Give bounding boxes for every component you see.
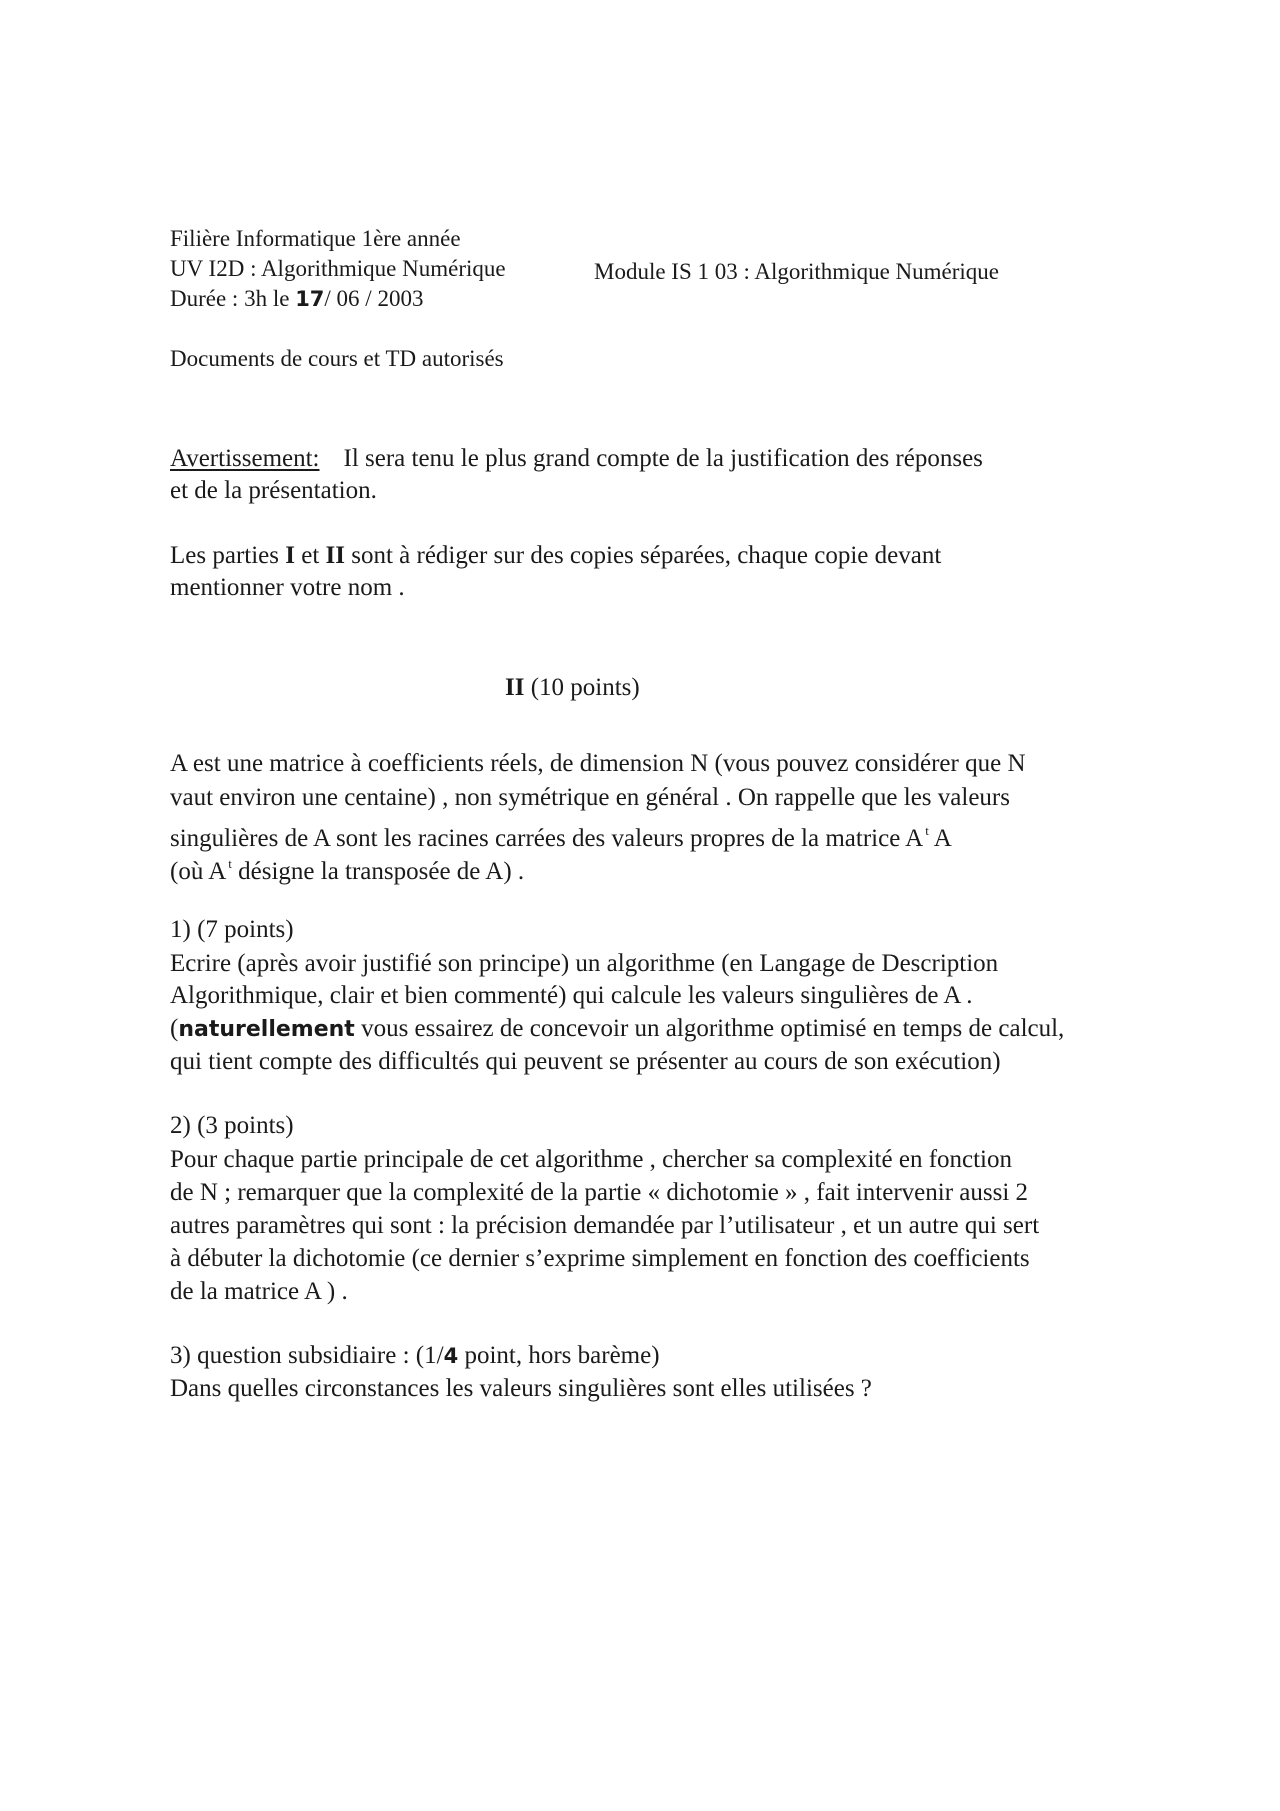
section-title	[505, 672, 640, 704]
parts-prefix: Les parties	[170, 542, 286, 569]
q3-title-suffix: point, hors barème)	[458, 1342, 660, 1369]
duration-prefix: Durée : 3h le	[170, 286, 296, 311]
documents-note: Documents de cours et TD autorisés	[170, 346, 504, 371]
q1-line-4: qui tient compte des difficultés qui peuvent se présenter au cours de son exécution)	[170, 1048, 1001, 1075]
handwritten-quarter: 4	[443, 1344, 459, 1368]
q1-line-3-rest: vous essairez de concevoir un algorithme optimisé en temps de calcul,	[354, 1015, 1065, 1042]
q2-line-5: de la matrice A ) .	[170, 1278, 348, 1305]
warning-text-1: Il sera tenu le plus grand compte de la justification des réponses	[343, 445, 983, 472]
parts-note-line-1	[170, 540, 941, 572]
q3-line-1: Dans quelles circonstances les valeurs singulières sont elles utilisées ?	[170, 1375, 872, 1402]
part-ii: II	[325, 542, 345, 569]
parts-mid: et	[294, 542, 326, 569]
q2-line-3: autres paramètres qui sont : la précision demandée par l’utilisateur , et un autre qui sert	[170, 1212, 1040, 1239]
date-rest: / 06 / 2003	[324, 286, 424, 311]
header-line-1: Filière Informatique 1ère année	[170, 226, 461, 251]
q1-line-2: Algorithmique, clair et bien commenté) qui calcule les valeurs singulières de A .	[170, 982, 973, 1009]
q3-title-prefix: 3) question subsidiaire : (1/	[170, 1342, 444, 1369]
intro-line-4	[170, 848, 524, 888]
q2-line-2: de N ; remarquer que la complexité de la partie « dichotomie » , fait intervenir aussi 2	[170, 1179, 1029, 1206]
q1-title: 1) (7 points)	[170, 916, 294, 943]
section-points: (10 points)	[524, 674, 640, 701]
warning-label: Avertissement:	[170, 445, 320, 472]
warning-line-1	[170, 443, 983, 475]
part-i: I	[285, 542, 295, 569]
q1-open-paren: (	[170, 1015, 179, 1042]
header-duration	[170, 285, 423, 313]
q1-line-3	[170, 1013, 1064, 1046]
intro-line-3-text: singulières de A sont les racines carrées des valeurs propres de la matrice A	[170, 825, 924, 852]
section-number: II	[505, 674, 525, 701]
intro-line-2: vaut environ une centaine) , non symétrique en général . On rappelle que les valeurs	[170, 784, 1010, 811]
parts-note-line-2: mentionner votre nom .	[170, 574, 405, 601]
q2-line-1: Pour chaque partie principale de cet algorithme , chercher sa complexité en fonction	[170, 1146, 1013, 1173]
q1-line-1: Ecrire (après avoir justifié son principe) un algorithme (en Langage de Description	[170, 950, 999, 977]
intro-line-3-end: A	[928, 825, 952, 852]
parts-suffix: sont à rédiger sur des copies séparées, chaque copie devant	[344, 542, 942, 569]
q2-line-4: à débuter la dichotomie (ce dernier s’exprime simplement en fonction des coefficients	[170, 1245, 1030, 1272]
q3-title	[170, 1340, 660, 1372]
header-line-2: UV I2D : Algorithmique Numérique	[170, 256, 506, 281]
warning-line-2: et de la présentation.	[170, 477, 377, 504]
intro-line-4-end: désigne la transposée de A) .	[231, 858, 525, 885]
header-module: Module IS 1 03 : Algorithmique Numérique	[594, 259, 1000, 284]
q2-title: 2) (3 points)	[170, 1112, 294, 1139]
intro-line-4-start: (où A	[170, 858, 227, 885]
transpose-superscript: t	[925, 823, 929, 838]
transpose-superscript-2: t	[228, 856, 232, 871]
intro-line-1: A est une matrice à coefficients réels, de dimension N (vous pouvez considérer que N	[170, 750, 1026, 777]
handwritten-day: 17	[295, 287, 325, 311]
q1-bold-word: naturellement	[178, 1017, 355, 1042]
